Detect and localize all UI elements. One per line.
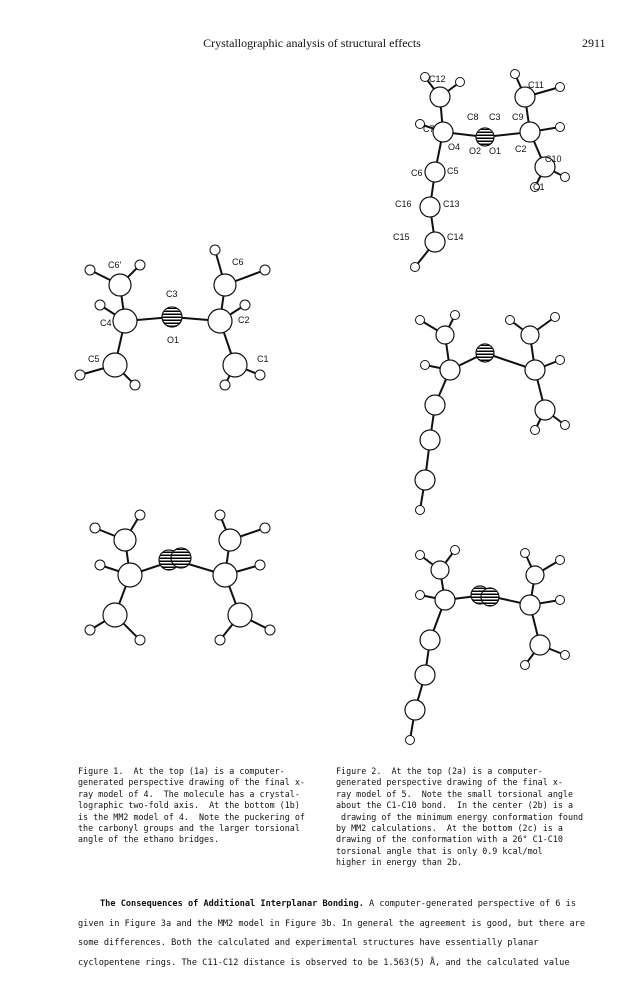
atom-label: C7 <box>423 124 435 134</box>
figure-1b <box>70 500 310 670</box>
atom-label: C13 <box>443 199 460 209</box>
atom-label: C2 <box>238 315 250 325</box>
atom-label: C1 <box>533 182 545 192</box>
atom-label: C5 <box>447 166 459 176</box>
body-paragraph: A computer-generated perspective of 6 is given in Figure 3a and the MM2 model in Figure 3b. In general the agreement is good, but there are some differences. Both the calculated and experimental structures have essentially planar cyclopentene rings. The C11-C12 distance is observed to be 1.563(5) Å, and the calculated value <box>78 899 586 968</box>
figure-1-caption: Figure 1. At the top (1a) is a computer- generated perspective drawing of the final x- ray model of 4. The molecule has a crystal- lographic two-fold axis. At the bottom (1b) is the MM2 model of 4. Note the puckering of the carbonyl groups and the larger torsional angle of the ethano bridges. <box>78 766 305 845</box>
atom-label: C3 <box>489 112 501 122</box>
figure-2b <box>395 305 595 515</box>
atom-label: C4 <box>100 318 112 328</box>
body-text <box>78 895 598 973</box>
atom-label: C5 <box>88 354 100 364</box>
atom-label: C16 <box>395 199 412 209</box>
atom-label: O4 <box>448 142 461 152</box>
atom-label: C6' <box>108 260 122 270</box>
atom-label: C12 <box>429 74 446 84</box>
running-header-title: Crystallographic analysis of structural effects <box>203 36 421 50</box>
figure-2c <box>390 545 590 750</box>
atom-label: O1 <box>489 146 502 156</box>
section-heading: The Consequences of Additional Interplanar Bonding. <box>100 899 364 909</box>
atom-label: C6 <box>411 168 423 178</box>
page-number: 2911 <box>582 36 606 50</box>
atom-label: C3 <box>166 289 178 299</box>
atom-label: C10 <box>545 154 562 164</box>
atom-label: C2 <box>515 144 527 154</box>
atom-label: C11 <box>528 80 544 90</box>
atom-label: C8 <box>467 112 479 122</box>
atom-label: C1 <box>257 354 269 364</box>
atom-label: C9 <box>512 112 524 122</box>
atom-label: C6 <box>232 257 244 267</box>
atom-label: C14 <box>447 232 464 242</box>
atom-label: O2 <box>469 146 482 156</box>
figure-2-caption: Figure 2. At the top (2a) is a computer- generated perspective drawing of the final x- ray model of 5. Note the small torsional angle about the C1-C10 bond. In the center (2b) is a drawing of the minimum energy conformation found by MM2 calculations. At the bottom (2c) is a drawing of the conformation with a 26° C1-C10 torsional angle that is only 0.9 kcal/mol higher in energy than 2b. <box>336 766 584 868</box>
atom-label: C15 <box>393 232 410 242</box>
atom-label: O1 <box>167 335 180 345</box>
figure-2a <box>385 62 595 282</box>
figure-1a <box>60 235 300 415</box>
